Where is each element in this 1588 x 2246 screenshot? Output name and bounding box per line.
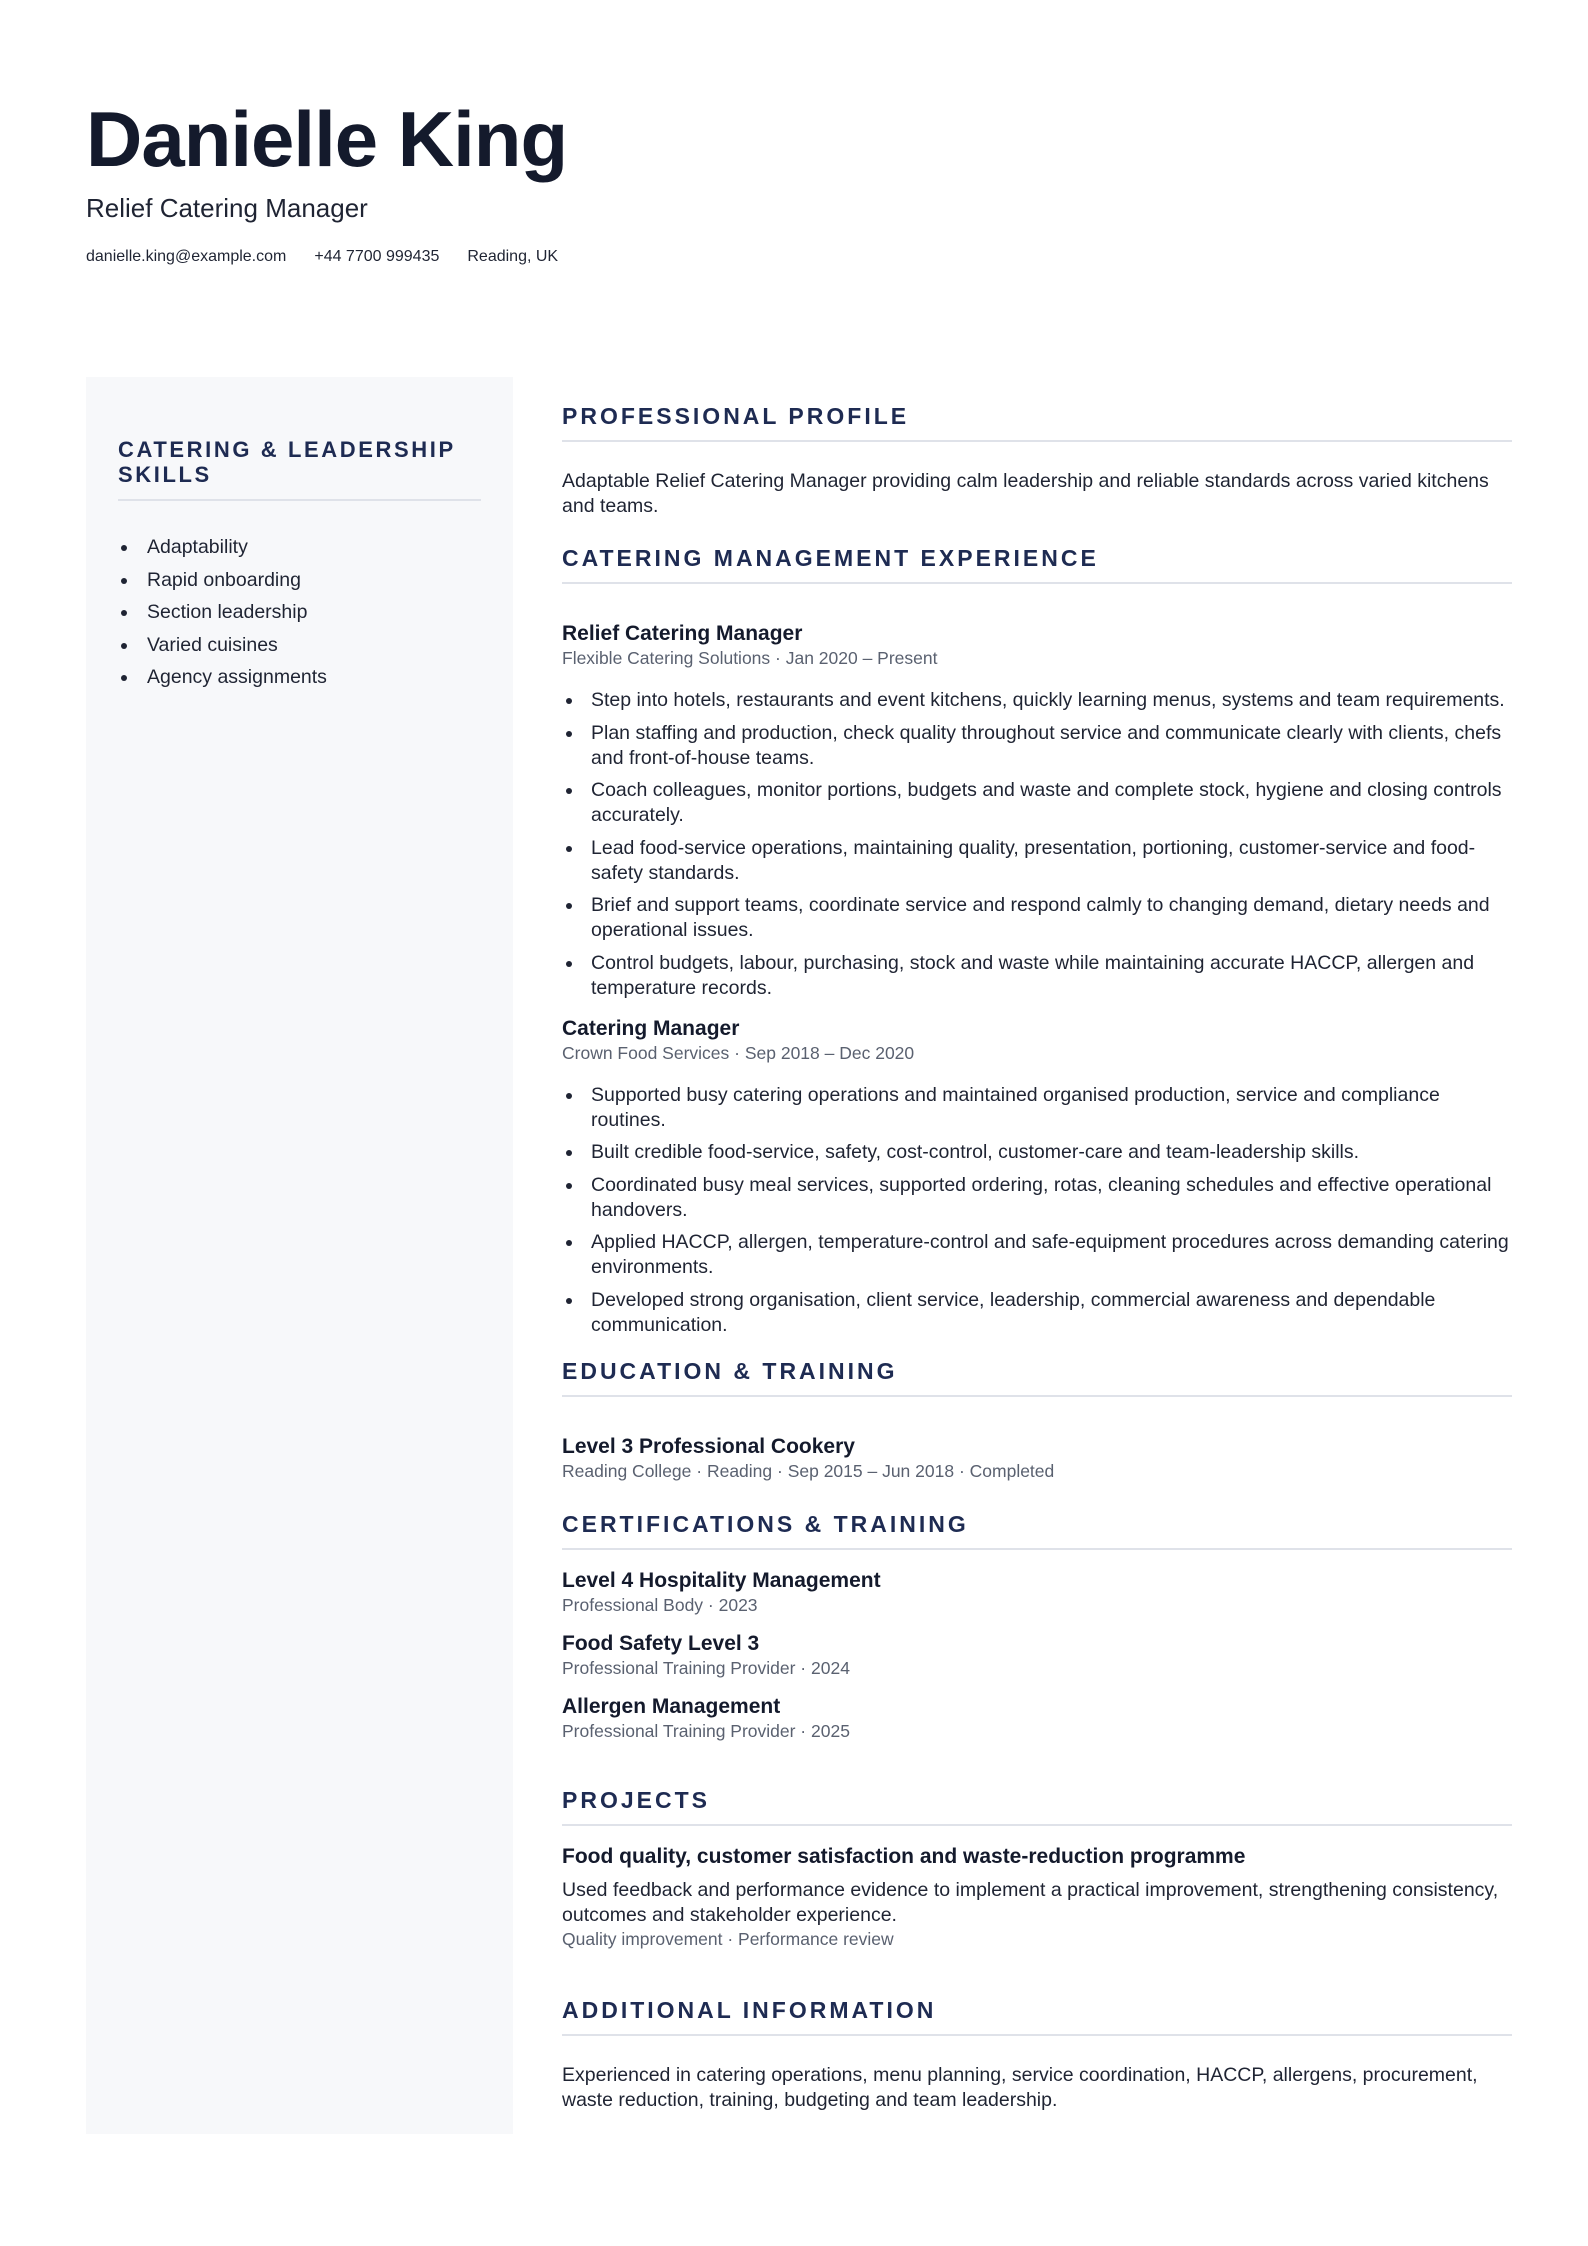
job-bullet: Supported busy catering operations and maintained organised production, service and compliance routines. xyxy=(562,1083,1512,1133)
contact-line xyxy=(86,245,1506,269)
job-bullet: Lead food-service operations, maintaining quality, presentation, portioning, customer-service and food-safety standards. xyxy=(562,836,1512,886)
job-bullet: Applied HACCP, allergen, temperature-control and safe-equipment procedures across demanding catering environments. xyxy=(562,1230,1512,1280)
certification-meta: Professional Training Provider · 2025 xyxy=(562,1720,850,1741)
job-bullet: Coach colleagues, monitor portions, budgets and waste and complete stock, hygiene and closing controls accurately. xyxy=(562,778,1512,828)
education-meta: Reading College · Reading · Sep 2015 – Jun 2018 · Completed xyxy=(562,1460,1055,1481)
education-title: Level 3 Professional Cookery xyxy=(562,1434,855,1458)
job-entry xyxy=(562,621,1512,1001)
skill-item: Varied cuisines xyxy=(118,629,481,662)
job-bullet: Developed strong organisation, client service, leadership, commercial awareness and dependable communication. xyxy=(562,1288,1512,1338)
job-bullet: Brief and support teams, coordinate service and respond calmly to changing demand, dietary needs and operational issues. xyxy=(562,893,1512,943)
job-bullets xyxy=(562,1083,1512,1338)
candidate-name: Danielle King xyxy=(86,95,568,183)
job-title: Catering Manager xyxy=(562,1016,740,1040)
job-meta: Flexible Catering Solutions · Jan 2020 – Present xyxy=(562,648,938,668)
project-entry xyxy=(562,1844,1512,1950)
job-meta: Crown Food Services · Sep 2018 – Dec 2020 xyxy=(562,1042,915,1063)
skills-list xyxy=(118,531,481,694)
certification-meta: Professional Training Provider · 2024 xyxy=(562,1657,850,1678)
job-title: Relief Catering Manager xyxy=(562,622,803,645)
certification-entry xyxy=(562,1631,1512,1679)
project-meta: Quality improvement · Performance review xyxy=(562,1928,894,1949)
project-text: Used feedback and performance evidence to implement a practical improvement, strengthening consistency, outcomes and stakeholder experience. xyxy=(562,1878,1499,1926)
job-bullet: Coordinated busy meal services, supported ordering, rotas, cleaning schedules and effective operational handovers. xyxy=(562,1173,1512,1223)
skills-heading: CATERING & LEADERSHIP SKILLS xyxy=(118,437,481,501)
education-entry xyxy=(562,1434,1512,1482)
certification-title: Allergen Management xyxy=(562,1694,781,1718)
job-bullets xyxy=(562,688,1512,1001)
job-bullet: Built credible food-service, safety, cost-control, customer-care and team-leadership skills. xyxy=(562,1140,1512,1165)
skills-sidebar xyxy=(86,377,513,2134)
additional-text: Experienced in catering operations, menu planning, service coordination, HACCP, allergens, procurement, waste reduction, training, budgeting and team leadership. xyxy=(562,2063,1478,2111)
job-bullet: Step into hotels, restaurants and event kitchens, quickly learning menus, systems and team requirements. xyxy=(562,688,1512,713)
projects-section xyxy=(562,1782,1512,1950)
certification-entry xyxy=(562,1694,1512,1742)
job-bullet: Plan staffing and production, check quality throughout service and communicate clearly with clients, chefs and front-of-house teams. xyxy=(562,721,1512,771)
skill-item: Agency assignments xyxy=(118,661,481,694)
candidate-role: Relief Catering Manager xyxy=(86,193,368,223)
education-section xyxy=(562,1353,1512,1482)
profile-section xyxy=(562,398,1512,519)
skill-item: Section leadership xyxy=(118,596,481,629)
certification-title: Food Safety Level 3 xyxy=(562,1631,760,1655)
section-heading-additional: ADDITIONAL INFORMATION xyxy=(562,1992,1512,2036)
section-heading-education: EDUCATION & TRAINING xyxy=(562,1353,1512,1397)
job-entry xyxy=(562,1016,1512,1338)
certification-title: Level 4 Hospitality Management xyxy=(562,1568,881,1592)
main-column xyxy=(562,398,1512,2113)
additional-section xyxy=(562,1992,1512,2113)
job-bullet: Control budgets, labour, purchasing, stock and waste while maintaining accurate HACCP, allergen and temperature records. xyxy=(562,951,1512,1001)
resume-header xyxy=(86,92,1506,269)
skill-item: Rapid onboarding xyxy=(118,564,481,597)
certification-entry xyxy=(562,1568,1512,1616)
contact-email[interactable]: danielle.king@example.com xyxy=(86,248,287,265)
profile-text: Adaptable Relief Catering Manager providing calm leadership and reliable standards across varied kitchens and teams. xyxy=(562,470,1489,517)
certifications-section xyxy=(562,1506,1512,1742)
experience-section xyxy=(562,540,1512,1338)
section-heading-projects: PROJECTS xyxy=(562,1782,1512,1826)
contact-phone[interactable]: +44 7700 999435 xyxy=(314,248,440,265)
skill-item: Adaptability xyxy=(118,531,481,564)
section-heading-experience: CATERING MANAGEMENT EXPERIENCE xyxy=(562,540,1512,584)
section-heading-profile: PROFESSIONAL PROFILE xyxy=(562,398,1512,442)
project-title: Food quality, customer satisfaction and waste-reduction programme xyxy=(562,1844,1246,1868)
section-heading-certifications: CERTIFICATIONS & TRAINING xyxy=(562,1506,1512,1550)
contact-location: Reading, UK xyxy=(467,248,559,265)
certification-meta: Professional Body · 2023 xyxy=(562,1594,758,1615)
